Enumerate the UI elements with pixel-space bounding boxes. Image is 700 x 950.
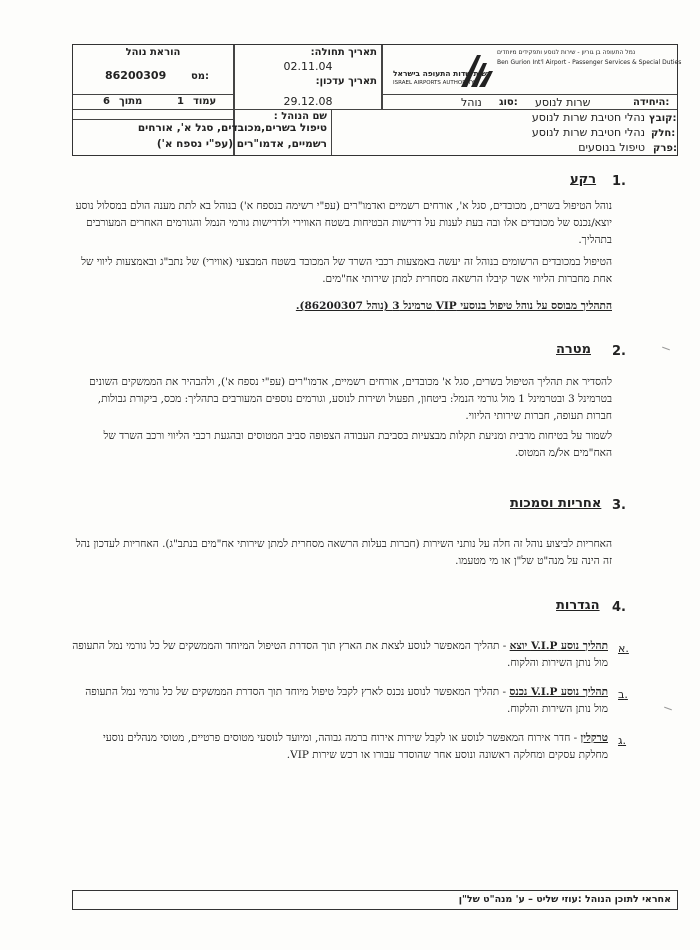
section-2-number: 2.	[612, 344, 626, 359]
section-4-title	[556, 598, 600, 613]
logo-org-he: רשות שדות התעופה בישראל	[393, 69, 492, 78]
section-4-number: 4.	[612, 600, 626, 615]
definition-b	[72, 684, 608, 718]
section-1-paragraph-3: התהליך מבוסס על נוהל טיפול בנוסעי VIP טרמינל 3 (נוהל 86200307).	[295, 300, 612, 312]
chapter-value: טיפול בנוסעים	[578, 141, 645, 154]
header-divider	[331, 109, 332, 155]
header-divider	[73, 109, 677, 110]
section-3-paragraph-1: האחריות לביצוע נוהל זה חלה על נותני השירות (חברות בעלות הרשאה מסחרית למתן שירותי אח"מים בנתב"ג). האחריות לעדכון נהל זה הינה על מנה"ט של"ן או מי מטעמו.	[75, 538, 612, 567]
definition-a	[72, 638, 608, 672]
update-date-value: 29.12.08	[283, 95, 333, 108]
header-divider	[381, 94, 677, 95]
part-value: נהלי חטיבת שרות לנוסע	[531, 126, 645, 139]
page-label: עמוד	[193, 96, 217, 107]
header-divider	[381, 45, 383, 109]
authority-logo	[385, 47, 682, 93]
directive-number: 86200309	[105, 69, 167, 82]
definition-b-text: - תהליך המאפשר לנוסע נכנס לארץ לקבל טיפול מיוחד תוך הסדרת הממשקים של כל גורמי נמל התעופה מול נותן השירות והלקוח.	[85, 686, 608, 715]
part-label: חלק:	[651, 128, 676, 139]
header-divider	[73, 119, 233, 120]
logo-org-en: ISRAEL AIRPORTS AUTHORITY	[393, 80, 475, 86]
definition-a-letter: א.	[618, 642, 629, 655]
scan-mark	[664, 707, 672, 711]
page-total: 6	[103, 96, 110, 107]
procedure-name-label: שם הנוהל :	[273, 111, 327, 122]
section-2-title	[556, 342, 591, 357]
definition-c-letter: ג.	[618, 734, 627, 747]
page-current: 1	[177, 96, 184, 107]
section-3-title-text: אחריות וסמכות	[510, 496, 602, 511]
section-2-title-text: מטרה	[556, 342, 591, 357]
unit-value: שרות לנוסע	[535, 96, 591, 109]
definition-c-head: טרקלין	[580, 732, 608, 744]
definition-a-head: תהליך נוסע V.I.P יוצא	[509, 640, 608, 652]
logo-unit-he: נמל התעופה בן גוריון - שירות לנוסע ותפקידים מיוחדים	[497, 49, 636, 56]
footer-responsible: אחראי לתוכן הנוהל :עוזי שליט – ע' מנה"ט של"ן	[458, 894, 671, 905]
definition-c-text: - חדר אירוח המאפשר לנוסע או לקבל שירות אירוח ברמה גבוהה, ומיועד לנוסעי מטוסים פרטיים, מטוסי מנהלים נוסעי מחלקת עסקים ומחלקה ראשונה ונוסע אחר שהוסדר עבורו או רכש שירות VIP.	[103, 732, 608, 761]
section-1-title-text: רקע	[570, 172, 597, 187]
section-2-paragraph-1: להסדיר את תהליך הטיפול בשרים, סגל א' מכובדים, אורחים רשמיים, אדמו"רים (עפ"י נספח א'), ולהבהיר את הממשקים השונים בטרמינל 3 ובטרמינל 1 מול גורמי הנמל: ביטחון, תפעול ושירות לנוסע, וגורמים נוספים המעורבים בתהליך: מכס, ביקורת גבולות, חברות תעופה, חברות שירותי הליווי.	[89, 376, 612, 422]
footer-box	[72, 890, 678, 910]
directive-label: הוראת נוהל	[125, 47, 181, 58]
update-date-label: תאריך עדכון:	[315, 76, 377, 87]
section-1-paragraph-2: הטיפול במכובדים הרשומים בנוהל זה יעשה באמצעות רכבי השרד של המכובד בשטח המבצעי (אווירי) של נתב"ג ובאמצעות ליווי של אחת מחברות הליווי אשר קיבלו הרשאה מסחרית למתן שירותי אח"מים.	[81, 256, 612, 285]
definition-a-text: - תהליך המאפשר לנוסע לצאת את הארץ תוך הסדרת הטיפול המיוחד והממשקים של כל גורמי נמל התעופה מול נותן השירות והלקוח.	[72, 640, 608, 669]
definition-c	[72, 730, 608, 764]
definition-b-letter: ב.	[618, 688, 628, 701]
logo-unit-en: Ben Gurion Int'l Airport - Passenger Services & Special Duties	[497, 59, 682, 66]
procedure-name-line1: טיפול בשרים,מכובדים, סגל א', אורחים	[137, 122, 327, 134]
section-1-paragraph-1: נוהל הטיפול בשרים, מכובדים, סגל א', אורחים רשמיים ואדמו"רים (עפ"י רשימה בנספח א') בנוהל בא לתת מענה הולם במסלול נוסע יוצא/נכנס של מכובדים אלו ובה בעת לענות על דרישות הבטיחות בשטח האווירי ולדרישות גורמי הנמל והגורמים האחרים המעורבים בתהליך.	[75, 200, 612, 246]
section-3-title	[510, 496, 601, 511]
type-label: סוג:	[499, 97, 518, 108]
file-label: קובץ:	[649, 113, 677, 124]
header-table	[72, 44, 682, 156]
section-1-title	[570, 172, 596, 187]
scan-mark	[662, 347, 670, 351]
type-value: נוהל	[461, 96, 482, 109]
header-divider	[73, 94, 233, 95]
effective-date-value: 02.11.04	[283, 60, 333, 73]
section-4-title-text: הגדרות	[556, 598, 600, 613]
procedure-name-line2: רשמיים, אדמו"רים (עפ"י נספח א')	[156, 138, 327, 150]
section-2-paragraph-2: לשמור על בטיחות מרבית ומניעת תקלות מבצעיות בסביבת העבודה הצפופה סביב המטוסים ובהגעת רכבי הליווי ורכב השרד של האח"מים אל/מ המטוס.	[103, 430, 612, 459]
file-value: נהלי חטיבת שרות לנוסע	[531, 111, 645, 124]
section-1-number: 1.	[612, 174, 626, 189]
chapter-label: פרק:	[653, 143, 677, 154]
number-label: מס:	[191, 71, 210, 82]
definition-b-head: תהליך נוסע V.I.P נכנס	[509, 686, 608, 698]
effective-date-label: תאריך תחולה:	[310, 47, 377, 58]
unit-label: היחידה:	[633, 97, 670, 108]
page-of-label: מתוך	[119, 96, 143, 107]
section-3-number: 3.	[612, 498, 626, 513]
